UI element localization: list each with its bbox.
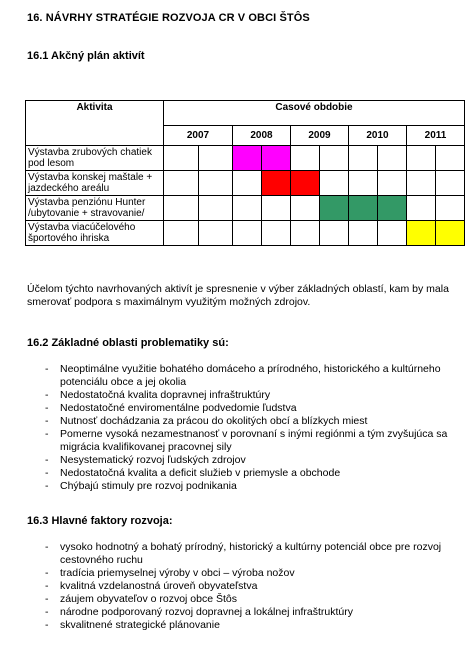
period-cell	[378, 221, 407, 246]
year-header: 2010	[349, 126, 407, 146]
period-cell	[349, 221, 378, 246]
period-cell	[436, 196, 465, 221]
list-item: - kvalitná vzdelanostná úroveň obyvateľstva	[45, 580, 258, 592]
period-cell	[164, 146, 199, 171]
year-header: 2009	[291, 126, 349, 146]
period-cell	[199, 146, 233, 171]
activity-label: Výstavba konskej maštale + jazdeckého areálu	[26, 171, 164, 196]
period-cell	[233, 146, 262, 171]
list-item: - Nesystematický rozvoj ľudských zdrojov	[45, 454, 246, 466]
list-item: - Nedostatočná kvalita a deficit služieb v priemysle a obchode	[45, 467, 341, 479]
period-cell	[378, 196, 407, 221]
activity-label: Výstavba viacúčelového športového ihriska	[26, 221, 164, 246]
list-item: - Nutnosť dochádzania za prácou do okolitých obcí a blízkych miest	[45, 415, 368, 427]
period-cell	[233, 221, 262, 246]
period-cell	[291, 221, 320, 246]
document-title: 16. NÁVRHY STRATÉGIE ROZVOJA CR V OBCI ŠTÔS	[27, 12, 310, 24]
period-cell	[199, 196, 233, 221]
period-cell	[407, 171, 436, 196]
list-item: - tradícia priemyselnej výroby v obci – výroba nožov	[45, 567, 295, 579]
action-plan-paragraph: Účelom týchto navrhovaných aktivít je spresnenie v výber základných oblastí, kam by mala smerovať podpora s maximálnym využitým možných zdrojov.	[27, 283, 449, 308]
period-cell	[262, 171, 291, 196]
list-item: - záujem obyvateľov o rozvoj obce Štôs	[45, 593, 237, 605]
period-cell	[378, 146, 407, 171]
period-cell	[407, 221, 436, 246]
table-row	[26, 221, 465, 246]
period-cell	[262, 221, 291, 246]
period-cell	[378, 171, 407, 196]
list-item: - vysoko hodnotný a bohatý prírodný, historický a kultúrny potenciál obce pre rozvoj cestovného ruchu	[45, 541, 442, 566]
action-plan-table	[25, 100, 465, 246]
table-row	[26, 171, 465, 196]
activity-column-header: Aktivita	[26, 101, 164, 146]
table-row	[26, 146, 465, 171]
year-header: 2008	[233, 126, 291, 146]
development-factors-list	[27, 541, 467, 632]
year-header: 2011	[407, 126, 465, 146]
year-header: 2007	[164, 126, 233, 146]
section-heading-development-factors: 16.3 Hlavné faktory rozvoja:	[27, 515, 173, 527]
list-item: - Nedostatočná kvalita dopravnej infraštruktúry	[45, 389, 271, 401]
period-cell	[320, 146, 349, 171]
period-cell	[233, 196, 262, 221]
period-column-header: Casové obdobie	[164, 101, 465, 126]
period-cell	[262, 146, 291, 171]
list-item: - skvalitnené strategické plánovanie	[45, 619, 220, 631]
period-cell	[349, 171, 378, 196]
period-cell	[407, 196, 436, 221]
period-cell	[291, 171, 320, 196]
period-cell	[320, 171, 349, 196]
activity-label: Výstavba zrubových chatiek pod lesom	[26, 146, 164, 171]
period-cell	[199, 221, 233, 246]
period-cell	[164, 171, 199, 196]
period-cell	[291, 196, 320, 221]
period-cell	[349, 196, 378, 221]
section-heading-action-plan: 16.1 Akčný plán aktivít	[27, 50, 145, 62]
list-item: - Chýbajú stimuly pre rozvoj podnikania	[45, 480, 237, 492]
period-cell	[199, 171, 233, 196]
period-cell	[164, 196, 199, 221]
period-cell	[164, 221, 199, 246]
section-heading-problem-areas: 16.2 Základné oblasti problematiky sú:	[27, 337, 229, 349]
period-cell	[436, 146, 465, 171]
problem-areas-list	[27, 363, 467, 493]
period-cell	[320, 196, 349, 221]
period-cell	[262, 196, 291, 221]
list-item: - národne podporovaný rozvoj dopravnej a lokálnej infraštruktúry	[45, 606, 354, 618]
list-item: - Neoptimálne využitie bohatého domáceho a prírodného, historického a kultúrneho potenciálu obce a jej okolia	[45, 363, 441, 388]
activity-label: Výstavba penziónu Hunter /ubytovanie + stravovanie/	[26, 196, 164, 221]
list-item: - Pomerne vysoká nezamestnanosť v porovnaní s inými regiónmi a tým zvyšujúca sa migrácia kvalifikovanej pracovnej sily	[45, 428, 448, 453]
period-cell	[291, 146, 320, 171]
period-cell	[436, 171, 465, 196]
period-cell	[233, 171, 262, 196]
period-cell	[320, 221, 349, 246]
table-row	[26, 196, 465, 221]
period-cell	[349, 146, 378, 171]
period-cell	[436, 221, 465, 246]
list-item: - Nedostatočné enviromentálne podvedomie ľudstva	[45, 402, 297, 414]
period-cell	[407, 146, 436, 171]
